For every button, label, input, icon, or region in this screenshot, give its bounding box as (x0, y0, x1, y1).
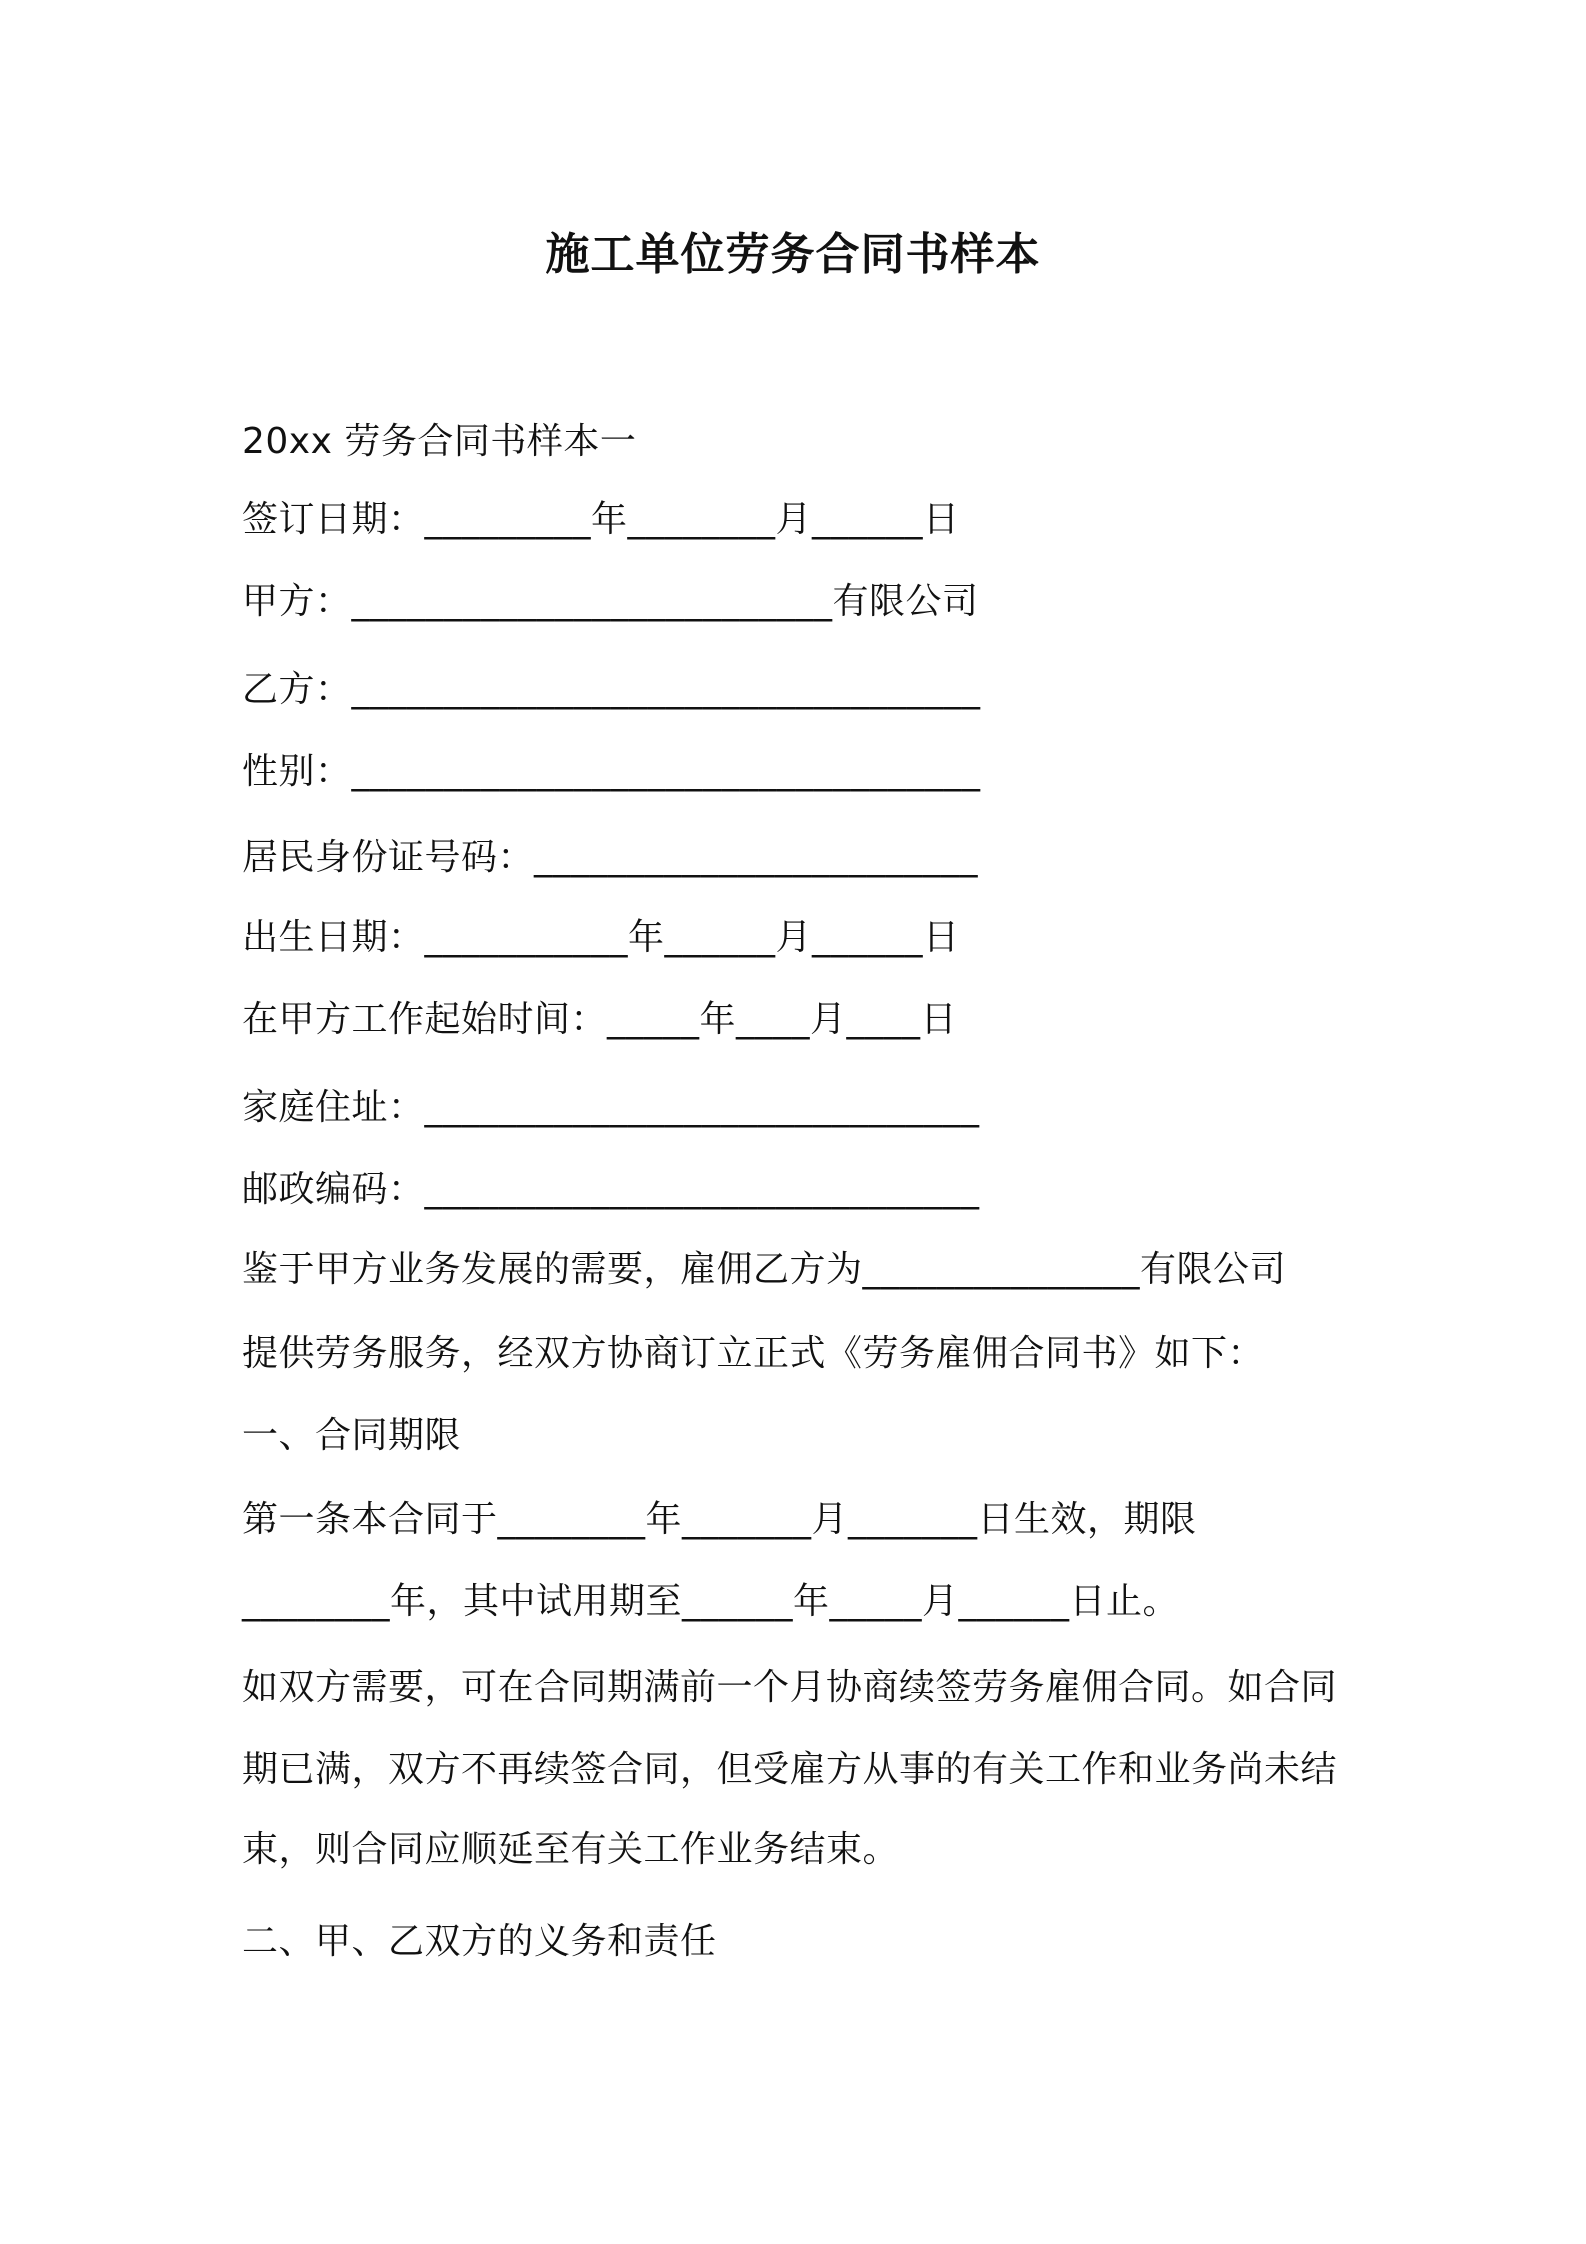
preamble-line-2: 提供劳务服务，经双方协商订立正式《劳务雇佣合同书》如下： (242, 1333, 1265, 1374)
article-1-line-2: ________年，其中试用期至______年_____月______日止。 (242, 1581, 1180, 1622)
field-birth-date: 出生日期：___________年______月______日 (242, 917, 960, 958)
field-postal-code: 邮政编码：______________________________ (242, 1169, 980, 1210)
field-party-b: 乙方：__________________________________ (242, 669, 981, 710)
renewal-paragraph-line-1: 如双方需要，可在合同期满前一个月协商续签劳务雇佣合同。如合同 (242, 1667, 1338, 1708)
field-home-address: 家庭住址：______________________________ (242, 1087, 980, 1128)
document-title: 施工单位劳务合同书样本 (545, 229, 1041, 280)
renewal-paragraph-line-2: 期已满，双方不再续签合同，但受雇方从事的有关工作和业务尚未结 (242, 1749, 1338, 1790)
renewal-paragraph-line-3: 束，则合同应顺延至有关工作业务结束。 (242, 1829, 900, 1870)
preamble-line-1: 鉴于甲方业务发展的需要，雇佣乙方为_______________有限公司 (242, 1249, 1287, 1290)
sample-heading: 20xx 劳务合同书样本一 (242, 421, 637, 462)
section-heading-term: 一、合同期限 (242, 1415, 462, 1456)
field-gender: 性别：__________________________________ (242, 751, 981, 792)
field-start-date: 在甲方工作起始时间：_____年____月____日 (242, 999, 958, 1040)
field-party-a: 甲方：__________________________有限公司 (242, 581, 979, 622)
field-id-number: 居民身份证号码：________________________ (242, 837, 979, 878)
field-signing-date: 签订日期：_________年________月______日 (242, 499, 960, 540)
section-heading-obligations: 二、甲、乙双方的义务和责任 (242, 1921, 717, 1962)
article-1-line-1: 第一条本合同于________年_______月_______日生效，期限 (242, 1499, 1197, 1540)
